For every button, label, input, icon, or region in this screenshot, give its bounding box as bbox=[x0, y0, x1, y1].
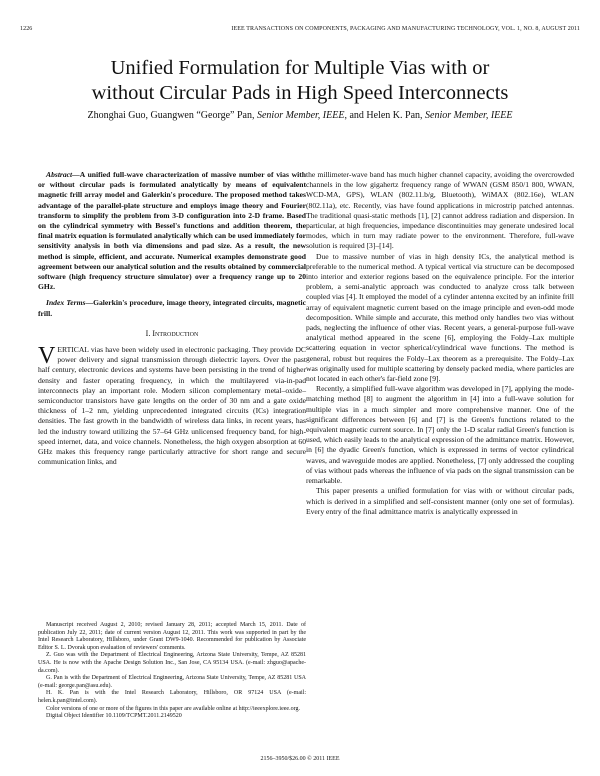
index-terms-text: Galerkin's procedure, image theory, integrated circuits, magnetic frill. bbox=[38, 298, 307, 318]
title-line-1: Unified Formulation for Multiple Vias with or bbox=[110, 57, 490, 79]
footnote-doi: Digital Object Identifier 10.1109/TCPMT.2011.2149520 bbox=[46, 713, 182, 720]
right-column bbox=[306, 170, 574, 517]
footnote-guo: Z. Guo was with the Department of Electrical Engineering, Arizona State University, Tempe, AZ 85281 USA. He is now with the Apache Design Solution Inc., San Jose, CA 95134 USA. (e-mail: zhguo@apache-da.com). bbox=[38, 652, 306, 674]
right-paragraph-2: Due to massive number of vias in high density ICs, the analytical method is preferable to the numerical method. A typical vertical via structure can be decomposed into interior and exterior regions based on the equivalence principle. For the interior problem, a semi-analytic approach was conducted to analyze cross talk between coupled vias [4]. It employed the model of a cylinder antenna excited by an infinite frill array of equivalent magnetic current based on the image principle and even-odd mode decomposition. While simple and accurate, this method only handles two vias without pads, neglecting the influence of other vias. Recent years, a general-purpose full-wave analytical method appeared in the scene [6], employing the Foldy–Lax multiple scattering equation in vector spherical/cylindrical wave functions. The method is general, robust but requires the Foldy–Lax theorem as a prerequisite. The Foldy–Lax was originally used for multiple scattering by densely packed media, where particles are not located in each other's far-field zone [9]. bbox=[306, 251, 575, 384]
drop-cap: V bbox=[38, 343, 56, 370]
copyright-line: 2156–3950/$26.00 © 2011 IEEE bbox=[260, 756, 340, 762]
footnote-manuscript: Manuscript received August 2, 2010; revised January 28, 2011; accepted March 15, 2011. Date of publication July 22, 2011; date of current version August 12, 2011. This work was supported in part by the Intel Research Laboratory, Hillsboro, under Grant DW9-1040. Recommended for publication by Associate Editor S. L. Dvorak upon evaluation of reviewers' comments. bbox=[38, 622, 306, 651]
left-column bbox=[38, 170, 306, 467]
abstract-label: Abstract— bbox=[46, 170, 80, 179]
right-paragraph-1: the millimeter-wave band has much higher channel capacity, avoiding the overcrowded channels in the low gigahertz frequency range of WWAN (GSM 850/1 800, WWAN, WCD-MA, GPS), WLAN (802.11.b/g, Bluetooth), WiMAX (802.16e), WLAN (802.11a), etc. Recently, vias have found applications in microstrip patched antennas. The traditional quasi-static methods [1], [2] cannot address radiation and dispersion. In particular, at high frequencies, impedance discontinuities may generate undesired local modes, which in turn may radiate power to the environment. Therefore, full-wave solution is required [3]–[14]. bbox=[306, 170, 574, 251]
footnote-color: Color versions of one or more of the figures in this paper are available online at http://ieeexplore.ieee.org. bbox=[46, 705, 300, 712]
footnotes bbox=[38, 622, 306, 721]
right-paragraph-3: Recently, a simplified full-wave algorithm was developed in [7], applying the mode-matching method [8] to augment the algorithm in [4] into a full-wave solution for multiple vias in a much simpler and more comprehensive manner. One of the significant differences between [6] and [7] is the Green's functions related to the equivalent magnetic current source. In [7] only the 1-D scalar radial Green's function is used, which easily leads to the analytical expression of the admittance matrix. However, in [6] the dyadic Green's function, which is expressed in terms of vector cylindrical waves, and waveguide modes are applied. Nonetheless, [7] only addressed the coupling of vias without pads whereas the influence of via pads on the signal transmission can be remarkable. bbox=[306, 384, 574, 486]
intro-paragraph-1-text: ERTICAL vias have been widely used in electronic packaging. They provide DC power delivery and signal transmission through dielectric layers. Over the past half century, electronic devices and systems have been persisting in the trend of higher density and faster operating frequency, in which the multilayered via-in-pad interconnects play an important role. Modern silicon complementary metal–oxide–semiconductor transistors have gate lengths on the order of 30 nm and a gate oxide thickness of 1–2 nm, yielding unprecedented integrated circuits (ICs) integration densities. The fast growth in the bandwidth of wireless data links, in recent years, has led the industry toward utilizing the 57–64 GHz unlicensed frequency band, for high-speed internet, data, and voice channels. Nonetheless, the high oxygen absorption at 60 GHz makes this frequency range particularly attractive for short range and secure communication links, and bbox=[38, 345, 306, 467]
index-terms-label: Index Terms— bbox=[46, 298, 94, 308]
page-number: 1226 bbox=[20, 26, 33, 32]
author-names-a: Zhonghai Guo, Guangwen “George” Pan, bbox=[87, 110, 255, 121]
right-paragraph-4: This paper presents a unified formulation for vias with or without circular pads, which is derived in a simplified and self-consistent manner (only one set of formulas). Every entry of the final admittance matrix is analytically expressed in bbox=[306, 486, 574, 516]
author-line bbox=[20, 110, 580, 121]
journal-line: IEEE TRANSACTIONS ON COMPONENTS, PACKAGING AND MANUFACTURING TECHNOLOGY, VOL. 1, NO. 8, AUGUST 2011 bbox=[231, 26, 580, 32]
intro-paragraph-1 bbox=[38, 345, 306, 467]
section-heading-introduction: I. Introduction bbox=[145, 328, 199, 338]
title-line-2: without Circular Pads in High Speed Interconnects bbox=[91, 82, 509, 104]
abstract-text: A unified full-wave characterization of massive number of vias with or without circular pads is formulated analytically by means of equivalent magnetic frill array model and Galerkin's procedure. The proposed method takes advantage of the parallel-plate structure and employs image theory and Fourier transform to simplify the problem from 3-D configuration into 2-D frame. Based on the cylindrical symmetry with Bessel's functions and addition theorem, the final matrix equation is formulated analytically which can be used immediately for sensitivity analysis in both via dimensions and pad size. As a result, the new method is simple, efficient, and accurate. Numerical examples demonstrate good agreement between our analytical solution and the results obtained by commercial software (high frequency structure simulator) over a frequency range up to 20 GHz. bbox=[38, 170, 306, 292]
footnote-pan-h: H. K. Pan is with the Intel Research Laboratory, Hillsboro, OR 97124 USA (e-mail: helen.k.pan@intel.com). bbox=[38, 690, 306, 704]
paper-title bbox=[20, 56, 580, 106]
index-terms bbox=[38, 298, 306, 318]
author-role-b: Senior Member, IEEE bbox=[425, 110, 513, 121]
author-role-a: Senior Member, IEEE bbox=[256, 110, 345, 121]
author-names-b: , and Helen K. Pan, bbox=[344, 110, 423, 121]
footnote-pan-g: G. Pan is with the Department of Electrical Engineering, Arizona State University, Tempe, AZ 85281 USA (e-mail: george.pan@asu.edu). bbox=[38, 675, 306, 689]
abstract bbox=[38, 170, 306, 292]
